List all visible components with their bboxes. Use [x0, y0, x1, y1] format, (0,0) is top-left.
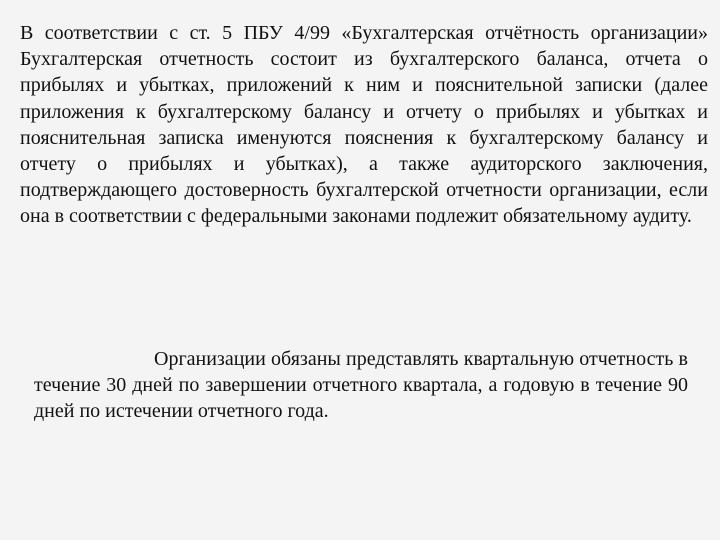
- paragraph-reporting-deadlines: Организации обязаны представлять квартальную отчетность в течение 30 дней по завершении отчетного квартала, а годовую в течение 90 дней по истечении отчетного года.: [34, 348, 688, 423]
- paragraph-reporting-composition: В соответствии с ст. 5 ПБУ 4/99 «Бухгалтерская отчётность организации» Бухгалтерская отчетность состоит из бухгалтерского баланса, отчета о прибылях и убытках, приложений к ним и пояснительной записки (далее приложения к бухгалтерскому балансу и отчету о прибылях и убытках и пояснительная записка именуются пояснения к бухгалтерскому балансу и отчету о прибылях и убытках), а также аудиторского заключения, подтверждающего достоверность бухгалтерской отчетности организации, если она в соответствии с федеральными законами подлежит обязательному аудиту.: [20, 22, 708, 228]
